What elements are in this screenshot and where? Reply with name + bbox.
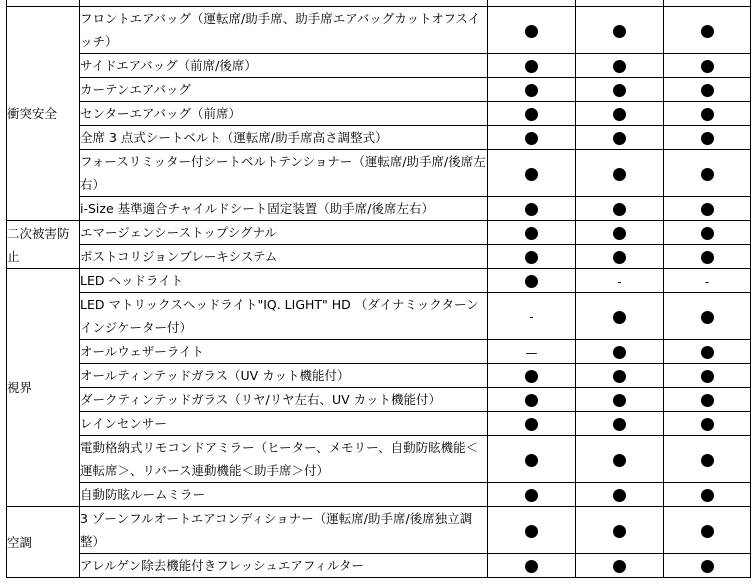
availability-cell	[576, 340, 664, 364]
availability-cell	[576, 7, 664, 54]
availability-cell	[664, 388, 751, 412]
feature-name: 3 ゾーンフルオートエアコンディショナー（運転席/助手席/後席独立調整）	[80, 507, 488, 554]
feature-name: オールウェザーライト	[80, 340, 488, 364]
not-available-dash: -	[617, 274, 622, 289]
standard-equipment-dot-icon	[613, 346, 626, 359]
availability-cell	[488, 293, 576, 340]
not-available-dash: -	[704, 274, 710, 289]
table-row	[7, 7, 751, 54]
standard-equipment-dot-icon	[701, 132, 714, 145]
availability-cell	[664, 507, 751, 554]
availability-cell	[664, 293, 751, 340]
availability-cell	[576, 126, 664, 150]
feature-name: オールティンテッドガラス（UV カット機能付）	[80, 364, 488, 388]
availability-cell	[576, 388, 664, 412]
availability-cell	[488, 126, 576, 150]
table-row	[7, 269, 751, 293]
standard-equipment-dot-icon	[613, 418, 626, 431]
standard-equipment-dot-icon	[613, 227, 626, 240]
availability-cell	[576, 364, 664, 388]
availability-cell	[664, 126, 751, 150]
table-row	[7, 436, 751, 483]
standard-equipment-dot-icon	[525, 489, 538, 502]
standard-equipment-dot-icon	[613, 489, 626, 502]
standard-equipment-dot-icon	[525, 525, 538, 538]
availability-cell	[576, 507, 664, 554]
table-row	[7, 150, 751, 197]
feature-name: センターエアバッグ（前席）	[80, 102, 488, 126]
standard-equipment-dot-icon	[613, 454, 626, 467]
standard-equipment-dot-icon	[525, 203, 538, 216]
feature-name: フォースリミッター付シートベルトテンショナー（運転席/助手席/後席左右）	[80, 150, 488, 197]
standard-equipment-dot-icon	[525, 60, 538, 73]
availability-cell	[488, 197, 576, 221]
table-row	[7, 245, 751, 269]
standard-equipment-dot-icon	[525, 251, 538, 264]
standard-equipment-dot-icon	[701, 251, 714, 264]
availability-cell	[488, 507, 576, 554]
standard-equipment-dot-icon	[701, 25, 714, 38]
feature-name: 全席 3 点式シートベルト（運転席/助手席高さ調整式）	[80, 126, 488, 150]
table-row	[7, 388, 751, 412]
standard-equipment-dot-icon	[701, 454, 714, 467]
category-cell: 視界	[7, 269, 80, 507]
table-row	[7, 364, 751, 388]
availability-cell	[664, 7, 751, 54]
feature-name: LED マトリックスヘッドライト"IQ. LIGHT" HD （ダイナミックターンインジケーター付）	[80, 293, 488, 340]
standard-equipment-dot-icon	[525, 84, 538, 97]
standard-equipment-dot-icon	[701, 370, 714, 383]
table-row	[7, 507, 751, 554]
feature-name: レインセンサー	[80, 412, 488, 436]
availability-cell	[664, 54, 751, 78]
availability-cell	[576, 150, 664, 197]
standard-equipment-dot-icon	[701, 560, 714, 573]
standard-equipment-dot-icon	[701, 311, 714, 324]
standard-equipment-dot-icon	[613, 132, 626, 145]
standard-equipment-dot-icon	[613, 525, 626, 538]
standard-equipment-dot-icon	[613, 84, 626, 97]
availability-cell	[576, 54, 664, 78]
standard-equipment-dot-icon	[613, 25, 626, 38]
table-row	[7, 293, 751, 340]
table-row	[7, 340, 751, 364]
category-cell: 二次被害防止	[7, 221, 80, 269]
feature-name: カーテンエアバッグ	[80, 78, 488, 102]
table-row	[7, 197, 751, 221]
availability-cell	[664, 412, 751, 436]
feature-name: ダークティンテッドガラス（リヤ/リヤ左右、UV カット機能付）	[80, 388, 488, 412]
availability-cell	[488, 388, 576, 412]
availability-cell	[664, 436, 751, 483]
availability-cell	[664, 340, 751, 364]
availability-cell	[576, 269, 664, 293]
availability-cell	[576, 554, 664, 578]
availability-cell	[576, 412, 664, 436]
standard-equipment-dot-icon	[701, 168, 714, 181]
availability-cell	[488, 554, 576, 578]
table-row	[7, 54, 751, 78]
not-available-dash: —	[525, 345, 538, 360]
equipment-spec-table	[6, 0, 751, 578]
availability-cell	[488, 340, 576, 364]
standard-equipment-dot-icon	[525, 108, 538, 121]
table-row	[7, 554, 751, 578]
table-row	[7, 78, 751, 102]
standard-equipment-dot-icon	[613, 311, 626, 324]
feature-name: LED ヘッドライト	[80, 269, 488, 293]
standard-equipment-dot-icon	[701, 203, 714, 216]
table-row	[7, 102, 751, 126]
standard-equipment-dot-icon	[525, 227, 538, 240]
standard-equipment-dot-icon	[701, 227, 714, 240]
availability-cell	[488, 245, 576, 269]
availability-cell	[488, 221, 576, 245]
standard-equipment-dot-icon	[701, 394, 714, 407]
standard-equipment-dot-icon	[701, 346, 714, 359]
availability-cell	[488, 54, 576, 78]
standard-equipment-dot-icon	[701, 489, 714, 502]
feature-name: フロントエアバッグ（運転席/助手席、助手席エアバッグカットオフスイッチ）	[80, 7, 488, 54]
availability-cell	[488, 78, 576, 102]
availability-cell	[664, 483, 751, 507]
standard-equipment-dot-icon	[525, 560, 538, 573]
table-row	[7, 126, 751, 150]
standard-equipment-dot-icon	[525, 370, 538, 383]
feature-name: サイドエアバッグ（前席/後席）	[80, 54, 488, 78]
availability-cell	[664, 364, 751, 388]
availability-cell	[488, 7, 576, 54]
standard-equipment-dot-icon	[613, 394, 626, 407]
standard-equipment-dot-icon	[525, 275, 538, 288]
standard-equipment-dot-icon	[613, 251, 626, 264]
feature-name: ポストコリジョンブレーキシステム	[80, 245, 488, 269]
availability-cell	[576, 197, 664, 221]
availability-cell	[664, 197, 751, 221]
table-row	[7, 483, 751, 507]
feature-name: アレルゲン除去機能付きフレッシュエアフィルター	[80, 554, 488, 578]
standard-equipment-dot-icon	[613, 168, 626, 181]
standard-equipment-dot-icon	[613, 560, 626, 573]
availability-cell	[488, 483, 576, 507]
availability-cell	[664, 554, 751, 578]
standard-equipment-dot-icon	[613, 203, 626, 216]
feature-name: i-Size 基準適合チャイルドシート固定装置（助手席/後席左右）	[80, 197, 488, 221]
availability-cell	[488, 436, 576, 483]
spec-table-body	[7, 0, 751, 578]
standard-equipment-dot-icon	[701, 84, 714, 97]
availability-cell	[576, 102, 664, 126]
availability-cell	[664, 102, 751, 126]
availability-cell	[576, 293, 664, 340]
availability-cell	[576, 221, 664, 245]
availability-cell	[576, 78, 664, 102]
standard-equipment-dot-icon	[701, 418, 714, 431]
availability-cell	[664, 221, 751, 245]
availability-cell	[576, 436, 664, 483]
availability-cell	[488, 412, 576, 436]
standard-equipment-dot-icon	[525, 168, 538, 181]
standard-equipment-dot-icon	[525, 25, 538, 38]
availability-cell	[576, 483, 664, 507]
availability-cell	[664, 78, 751, 102]
availability-cell	[488, 364, 576, 388]
feature-name: 電動格納式リモコンドアミラー（ヒーター、メモリー、自動防眩機能＜運転席＞、リバース連動機能＜助手席＞付）	[80, 436, 488, 483]
table-row	[7, 412, 751, 436]
category-cell: 衝突安全	[7, 7, 80, 221]
availability-cell	[664, 269, 751, 293]
table-row	[7, 221, 751, 245]
standard-equipment-dot-icon	[701, 525, 714, 538]
standard-equipment-dot-icon	[701, 60, 714, 73]
feature-name: 自動防眩ルームミラー	[80, 483, 488, 507]
standard-equipment-dot-icon	[613, 108, 626, 121]
category-cell: 空調	[7, 507, 80, 578]
standard-equipment-dot-icon	[613, 60, 626, 73]
availability-cell	[488, 269, 576, 293]
feature-name: エマージェンシーストップシグナル	[80, 221, 488, 245]
standard-equipment-dot-icon	[525, 132, 538, 145]
standard-equipment-dot-icon	[613, 370, 626, 383]
availability-cell	[488, 102, 576, 126]
not-available-dash: -	[529, 310, 534, 324]
availability-cell	[664, 245, 751, 269]
availability-cell	[664, 150, 751, 197]
standard-equipment-dot-icon	[525, 418, 538, 431]
standard-equipment-dot-icon	[525, 394, 538, 407]
availability-cell	[488, 150, 576, 197]
standard-equipment-dot-icon	[701, 108, 714, 121]
availability-cell	[576, 245, 664, 269]
standard-equipment-dot-icon	[525, 454, 538, 467]
